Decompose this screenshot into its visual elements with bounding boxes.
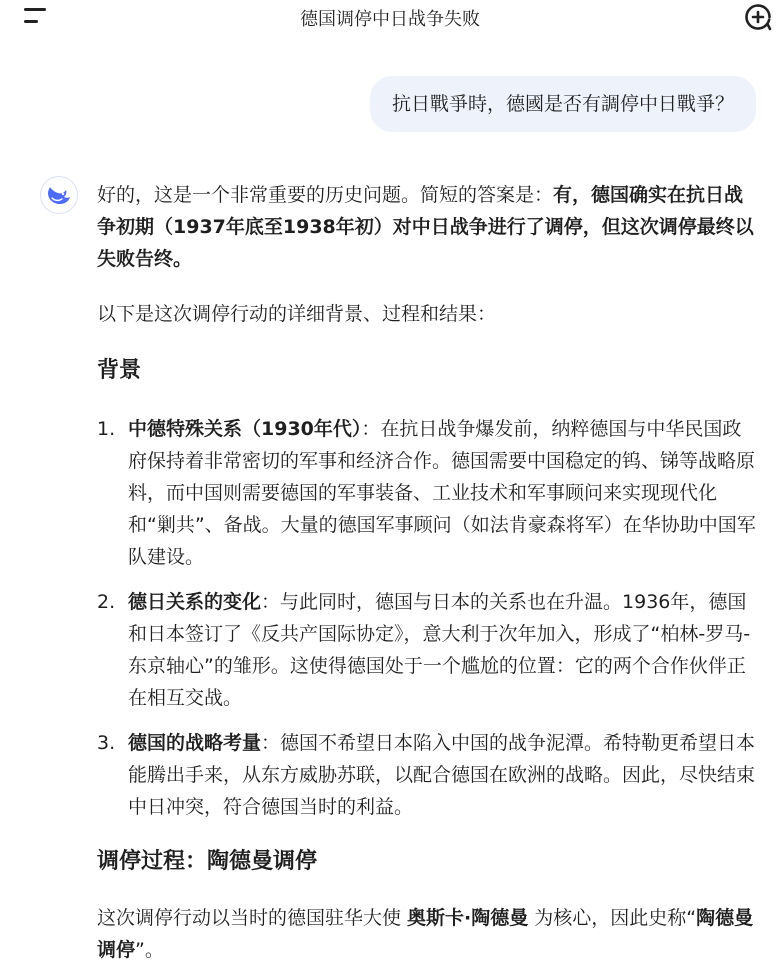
list-item-title: 中德特殊关系（1930年代） [128,418,362,440]
paragraph-text: 为核心，因此史称“ [528,907,697,929]
background-list [97,413,759,823]
person-name: 奥斯卡·陶德曼 [407,907,529,929]
list-item [97,586,759,714]
list-item-text: ：与此同时，德国与日本的关系也在升温。1936年，德国和日本签订了《反共产国际协定》，意大利于次年加入，形成了“柏林-罗马-东京轴心”的雏形。这使得德国处于一个尴尬的位置：它的两个合作伙伴正在相互交战。 [128,591,751,709]
answer-lead: 以下是这次调停行动的详细背景、过程和结果： [97,303,497,325]
intro-bold-text: 有，德国确实在抗日战争初期（1937年底至1938年初）对中日战争进行了调停，但这次调停最终以失败告终。 [97,184,754,270]
list-number: 2. [97,591,116,613]
event-name: 陶德曼调停 [97,907,754,961]
section-heading-background: 背景 [97,358,142,383]
list-item [97,413,759,573]
assistant-answer [97,179,759,962]
list-number: 1. [97,418,116,440]
conversation-title[interactable]: 德国调停中日战争失败 [300,9,480,30]
process-paragraph [97,902,759,962]
paragraph-text: 这次调停行动以当时的德国驻华大使 [97,907,408,929]
intro-text: 好的，这是一个非常重要的历史问题。简短的答案是： [97,184,554,206]
new-chat-icon[interactable] [744,3,772,31]
paragraph-text: ”。 [135,939,164,961]
list-item-title: 德日关系的变化 [128,591,262,613]
list-item-text: ：在抗日战争爆发前，纳粹德国与中华民国政府保持着非常密切的军事和经济合作。德国需要中国稳定的钨、锑等战略原料，而中国则需要德国的军事装备、工业技术和军事顾问来实现现代化和“剿共”、备战。大量的德国军事顾问（如法肯豪森将军）在华协助中国军队建设。 [128,418,756,568]
list-item [97,727,759,823]
list-item-title: 德国的战略考量 [128,732,262,754]
top-bar [0,0,780,40]
list-item-text: ：德国不希望日本陷入中国的战争泥潭。希特勒更希望日本能腾出手来，从东方威胁苏联，以配合德国在欧洲的战略。因此，尽快结束中日冲突，符合德国当时的利益。 [128,732,756,818]
list-number: 3. [97,732,116,754]
deepseek-whale-icon [40,176,78,214]
user-message-bubble: 抗日戰爭時，德國是否有調停中日戰爭？ [370,76,756,132]
answer-intro [97,179,759,275]
section-heading-process: 调停过程：陶德曼调停 [97,849,318,874]
